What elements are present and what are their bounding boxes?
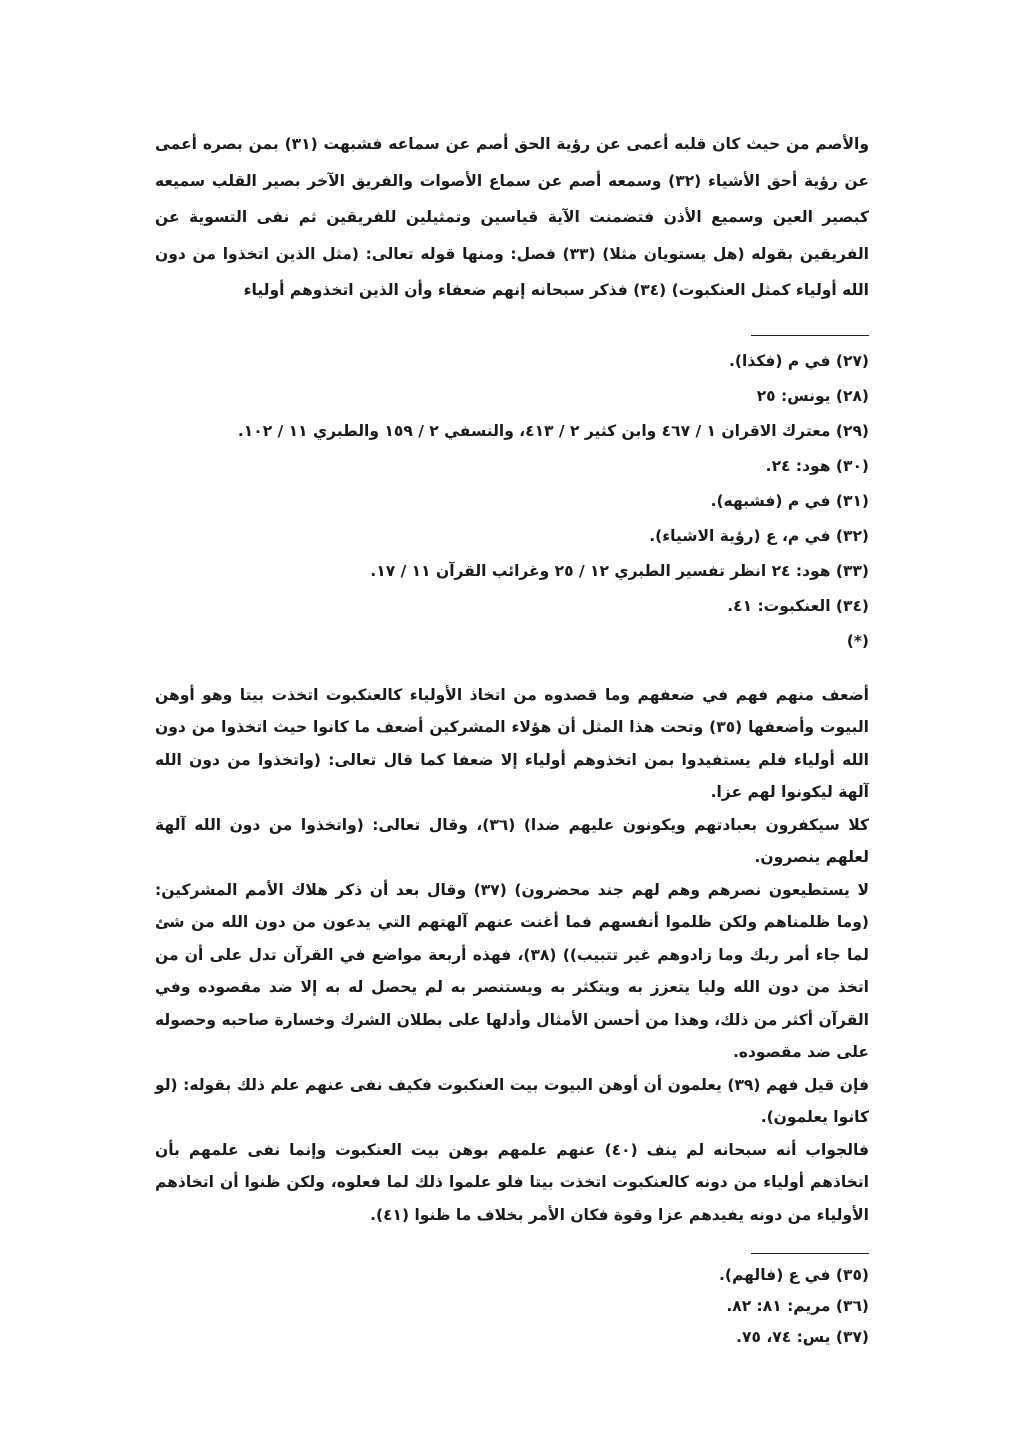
footnote: (٣٣) هود: ٢٤ انظر تفسير الطبري ١٢ / ٢٥ وغرائب القرآن ١١ / ١٧. xyxy=(370,561,869,580)
page-marker: (*) xyxy=(846,631,869,650)
footnote: (٣١) في م (فشبهه). xyxy=(710,491,869,510)
body-paragraph: فإن قيل فهم (٣٩) يعلمون أن أوهن البيوت بيت العنكبوت فكيف نفى عنهم علم ذلك بقوله: (لو كانوا يعلمون). xyxy=(155,1075,869,1126)
body-paragraph: أضعف منهم فهم في ضعفهم وما قصدوه من اتخاذ الأولياء كالعنكبوت اتخذت بيتا وهو أوهن البيوت وأضعفها (٣٥) وتحت هذا المثل أن هؤلاء المشركين أضعف ما كانوا حيث اتخذوا من دون الله أولياء فلم يستفيدوا بمن اتخذوهم أولياء إلا ضعفا كما قال تعالى: (واتخذوا من دون الله آلهة ليكونوا لهم عزا. xyxy=(155,685,869,801)
footnote: (٢٩) معترك الاقران ١ / ٤٦٧ وابن كثير ٢ / ٤١٣، والنسفي ٢ / ١٥٩ والطبري ١١ / ١٠٢. xyxy=(237,421,869,440)
footnote: (٢٧) في م (فكذا). xyxy=(729,351,869,370)
footnote: (٣٠) هود: ٢٤. xyxy=(765,456,869,475)
footnote-separator xyxy=(751,335,869,336)
body-paragraph: فالجواب أنه سبحانه لم ينف (٤٠) عنهم علمهم بوهن بيت العنكبوت وإنما نفى علمهم بأن اتخاذهم أولياء من دونه كالعنكبوت اتخذت بيتا فلو علموا ذلك لما فعلوه، ولكن ظنوا أن اتخاذهم الأولياء من دونه يفيدهم عزا وقوة فكان الأمر بخلاف ما ظنوا (٤١). xyxy=(155,1140,870,1224)
footnote-separator xyxy=(751,1253,869,1254)
footnote: (٣٦) مريم: ٨١: ٨٢. xyxy=(726,1297,869,1315)
body-paragraph: كلا سيكفرون بعبادتهم ويكونون عليهم ضدا) (٣٦)، وقال تعالى: (واتخذوا من دون الله آلهة لعلهم ينصرون. xyxy=(155,815,869,866)
document-page xyxy=(155,126,869,1353)
body-paragraph: لا يستطيعون نصرهم وهم لهم جند محضرون) (٣٧) وقال بعد أن ذكر هلاك الأمم المشركين: (وما ظلمناهم ولكن ظلموا أنفسهم فما أغنت عنهم آلهتهم التي يدعون من دون الله من شئ لما جاء أمر ربك وما زادوهم غير تتبيب)) (٣٨)، فهذه أربعة مواضع في القرآن تدل على أن من اتخذ من دون الله وليا يتعزز به ويتكثر به ويستنصر به لم يحصل له به إلا ضد مقصوده وفي القرآن أكثر من ذلك، وهذا من أحسن الأمثال وأدلها على بطلان الشرك وخسارة صاحبه وحصوله على ضد مقصوده. xyxy=(155,880,870,1061)
footnote: (٣٥) في ع (فالهم). xyxy=(719,1266,869,1284)
body-paragraph: والأصم من حيث كان قلبه أعمى عن رؤية الحق أصم عن سماعه فشبهت (٣١) بمن بصره أعمى عن رؤية أحق الأشياء (٣٢) وسمعه أصم عن سماع الأصوات والفريق الآخر بصير القلب سميعه كبصير العين وسميع الأذن فتضمنت الآية قياسين وتمثيلين للفريقين ثم نفى التسوية عن الفريقين بقوله (هل يستويان مثلا) (٣٣) فصل: ومنها قوله تعالى: (مثل الذين اتخذوا من دون الله أولياء كمثل العنكبوت) (٣٤) فذكر سبحانه إنهم ضعفاء وأن الذين اتخذوهم أولياء xyxy=(155,135,870,299)
body-section xyxy=(155,679,869,1232)
footnote: (٣٧) يس: ٧٤، ٧٥. xyxy=(736,1328,869,1346)
footnote: (٣٤) العنكبوت: ٤١. xyxy=(727,596,869,615)
footnote: (٢٨) يونس: ٢٥ xyxy=(756,386,869,405)
footnote-list xyxy=(155,1260,869,1353)
footnote: (٣٢) في م، ع (رؤية الاشياء). xyxy=(649,526,869,545)
footnote-list xyxy=(155,344,869,659)
